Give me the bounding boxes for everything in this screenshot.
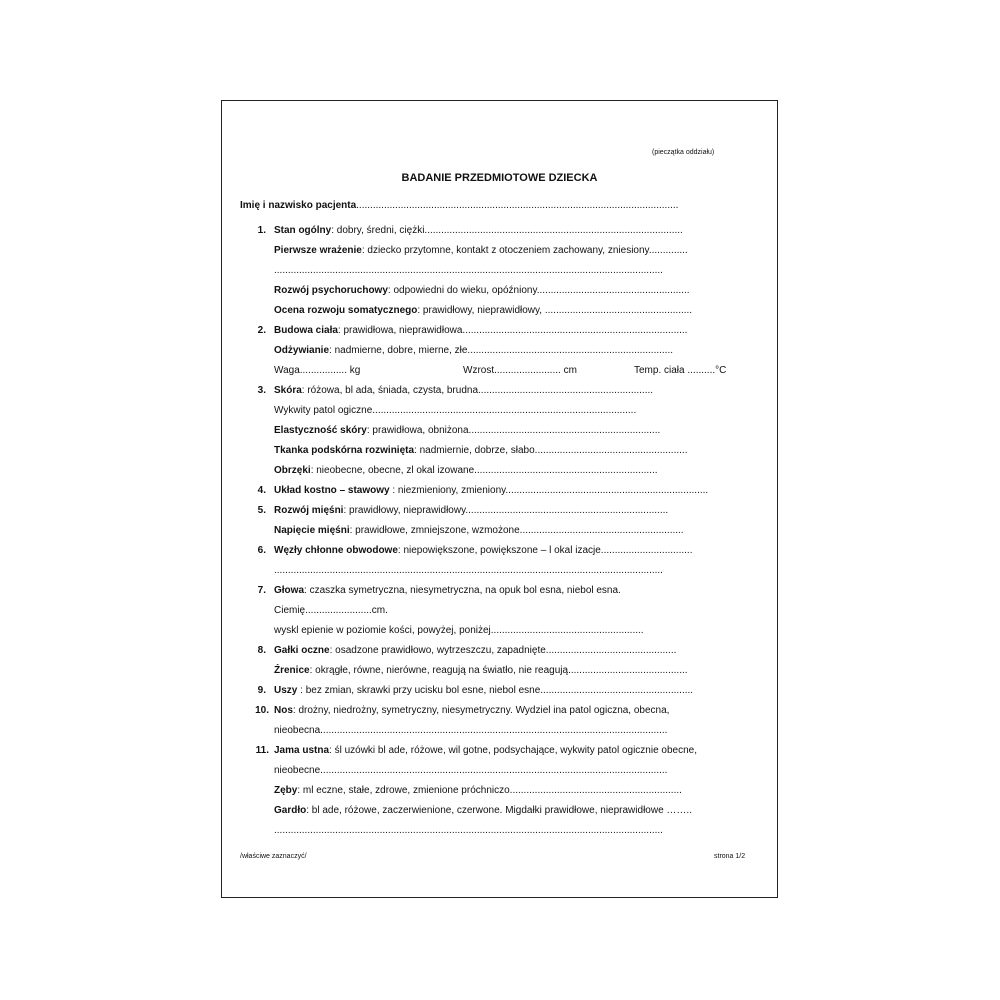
uklad-kostny-label: Układ kostno – stawowy (274, 485, 390, 496)
form-page (221, 100, 778, 898)
uszy-options: : bez zmian, skrawki przy ucisku bol esne, niebol esne....................................................... (297, 685, 694, 696)
jama-ustna-row[interactable] (274, 745, 697, 757)
rozwoj-psychoruchowy-row[interactable] (274, 285, 690, 297)
zrenice-row[interactable] (274, 665, 688, 677)
budowa-ciala-row[interactable] (274, 325, 687, 337)
odzywianie-options: : nadmierne, dobre, mierne, złe.......................................................................... (329, 345, 674, 356)
item-number: 6. (257, 545, 266, 556)
rozwoj-psychoruchowy-options: : odpowiedni do wieku, opóźniony....................................................... (387, 285, 690, 296)
zrenice-options: : okrągłe, równe, nierówne, reagują na światło, nie reagują........................................... (309, 665, 688, 676)
item-number: 7. (257, 585, 266, 596)
uszy-row[interactable] (274, 685, 693, 697)
patient-name-field[interactable]: .................................................................................................................... (356, 200, 679, 211)
wysklepienie-field[interactable]: wyskl epienie w poziomie kości, powyżej, poniżej....................................................... (274, 625, 644, 636)
zeby-options: : ml eczne, stałe, zdrowe, zmienione próchniczo.............................................................. (297, 785, 682, 796)
waga-field[interactable]: Waga................. kg (274, 365, 361, 376)
tkanka-podskorna-options: : nadmiernie, dobrze, słabo....................................................... (414, 445, 688, 456)
footer-note: /właściwe zaznaczyć/ (240, 853, 307, 860)
wezly-chlonne-label: Węzły chłonne obwodowe (274, 545, 398, 556)
nos-options: : drożny, niedrożny, symetryczny, niesymetryczny. Wydziel ina patol ogiczna, obecna, (292, 705, 670, 716)
skora-label: Skóra (274, 385, 302, 396)
nos-field[interactable]: nieobecna............................................................................................................................. (274, 725, 668, 736)
jama-ustna-field[interactable]: nieobecne............................................................................................................................. (274, 765, 668, 776)
item-number: 1. (257, 225, 266, 236)
rozwoj-miesni-label: Rozwój mięśni (274, 505, 344, 516)
napiecie-miesni-options: : prawidłowe, zmniejszone, wzmożone........................................................... (349, 525, 684, 536)
wzrost-field[interactable]: Wzrost........................ cm (463, 365, 577, 376)
ocena-rozwoju-row[interactable] (274, 305, 692, 317)
stan-ogolny-row[interactable] (274, 225, 683, 237)
wezly-chlonne-options: : niepowiększone, powiększone – l okal izacje................................. (397, 545, 693, 556)
pierwsze-wrazenie-label: Pierwsze wrażenie (274, 245, 362, 256)
stan-ogolny-label: Stan ogólny (274, 225, 332, 236)
gardlo-row[interactable] (274, 805, 692, 817)
obrzeki-row[interactable] (274, 465, 658, 477)
wykwity-field[interactable]: Wykwity patol ogiczne............................................................................................... (274, 405, 637, 416)
galki-oczne-row[interactable] (274, 645, 676, 657)
zeby-row[interactable] (274, 785, 682, 797)
temperatura-field[interactable]: Temp. ciała ..........°C (634, 365, 727, 376)
gardlo-label: Gardło (274, 805, 307, 816)
glowa-row[interactable] (274, 585, 621, 597)
item-number: 10. (255, 705, 269, 716)
uklad-kostny-options: : niezmieniony, zmieniony......................................................................... (389, 485, 709, 496)
patient-name-label: Imię i nazwisko pacjenta (240, 200, 357, 211)
department-stamp-label: (pieczątka oddziału) (652, 149, 715, 156)
item-number: 5. (257, 505, 266, 516)
skora-options: : różowa, bl ada, śniada, czysta, brudna............................................................... (301, 385, 654, 396)
ocena-rozwoju-options: : prawidłowy, nieprawidłowy, ..................................................... (417, 305, 693, 316)
glowa-label: Głowa (274, 585, 305, 596)
odzywianie-row[interactable] (274, 345, 673, 357)
wezly-chlonne-row[interactable] (274, 545, 692, 557)
zeby-label: Zęby (274, 785, 298, 796)
rozwoj-psychoruchowy-label: Rozwój psychoruchowy (274, 285, 388, 296)
nos-label: Nos (274, 705, 293, 716)
wezly-chlonne-field[interactable]: ............................................................................................................................................ (274, 565, 663, 576)
napiecie-miesni-label: Napięcie mięśni (274, 525, 350, 536)
tkanka-podskorna-label: Tkanka podskórna rozwinięta (274, 445, 415, 456)
gardlo-field[interactable]: ............................................................................................................................................ (274, 825, 663, 836)
nos-row[interactable] (274, 705, 669, 717)
uszy-label: Uszy (274, 685, 298, 696)
obrzeki-options: : nieobecne, obecne, zl okal izowane.................................................................. (310, 465, 658, 476)
ocena-rozwoju-label: Ocena rozwoju somatycznego (274, 305, 418, 316)
gardlo-options: : bl ade, różowe, zaczerwienione, czerwone. Migdałki prawidłowe, nieprawidłowe …….. (306, 805, 692, 816)
tkanka-podskorna-row[interactable] (274, 445, 687, 457)
uklad-kostny-row[interactable] (274, 485, 708, 497)
item-number: 4. (257, 485, 266, 496)
rozwoj-miesni-options: : prawidłowy, nieprawidłowy......................................................................... (343, 505, 669, 516)
odzywianie-label: Odżywianie (274, 345, 330, 356)
item-number: 8. (257, 645, 266, 656)
stan-ogolny-options: : dobry, średni, ciężki............................................................................................. (331, 225, 683, 236)
item-number: 9. (257, 685, 266, 696)
skora-row[interactable] (274, 385, 653, 397)
galki-oczne-label: Gałki oczne (274, 645, 330, 656)
patient-name-row (240, 200, 678, 211)
galki-oczne-options: : osadzone prawidłowo, wytrzeszczu, zapadnięte............................................... (329, 645, 677, 656)
napiecie-miesni-row[interactable] (274, 525, 684, 537)
obrzeki-label: Obrzęki (274, 465, 311, 476)
form-title: BADANIE PRZEDMIOTOWE DZIECKA (401, 172, 598, 184)
zrenice-label: Źrenice (274, 665, 310, 676)
jama-ustna-label: Jama ustna (274, 745, 330, 756)
pierwsze-wrazenie-row[interactable] (274, 245, 688, 257)
elastycznosc-options: : prawidłowa, obniżona..................................................................... (366, 425, 661, 436)
pierwsze-wrazenie-field[interactable]: ............................................................................................................................................ (274, 265, 663, 276)
page-number: strona 1/2 (714, 853, 746, 860)
elastycznosc-label: Elastyczność skóry (274, 425, 367, 436)
rozwoj-miesni-row[interactable] (274, 505, 668, 517)
elastycznosc-row[interactable] (274, 425, 660, 437)
budowa-ciala-options: : prawidłowa, nieprawidłowa................................................................................. (337, 325, 688, 336)
item-number: 3. (257, 385, 266, 396)
item-number: 11. (255, 745, 269, 756)
budowa-ciala-label: Budowa ciała (274, 325, 338, 336)
pierwsze-wrazenie-options: : dziecko przytomne, kontakt z otoczeniem zachowany, zniesiony.............. (361, 245, 688, 256)
item-number: 2. (257, 325, 266, 336)
jama-ustna-options: : śl uzówki bl ade, różowe, wil gotne, podsychające, wykwity patol ogicznie obecne, (329, 745, 697, 756)
ciemie-field[interactable]: Ciemię........................cm. (274, 605, 388, 616)
glowa-options: : czaszka symetryczna, niesymetryczna, na opuk bol esna, niebol esna. (304, 585, 621, 596)
